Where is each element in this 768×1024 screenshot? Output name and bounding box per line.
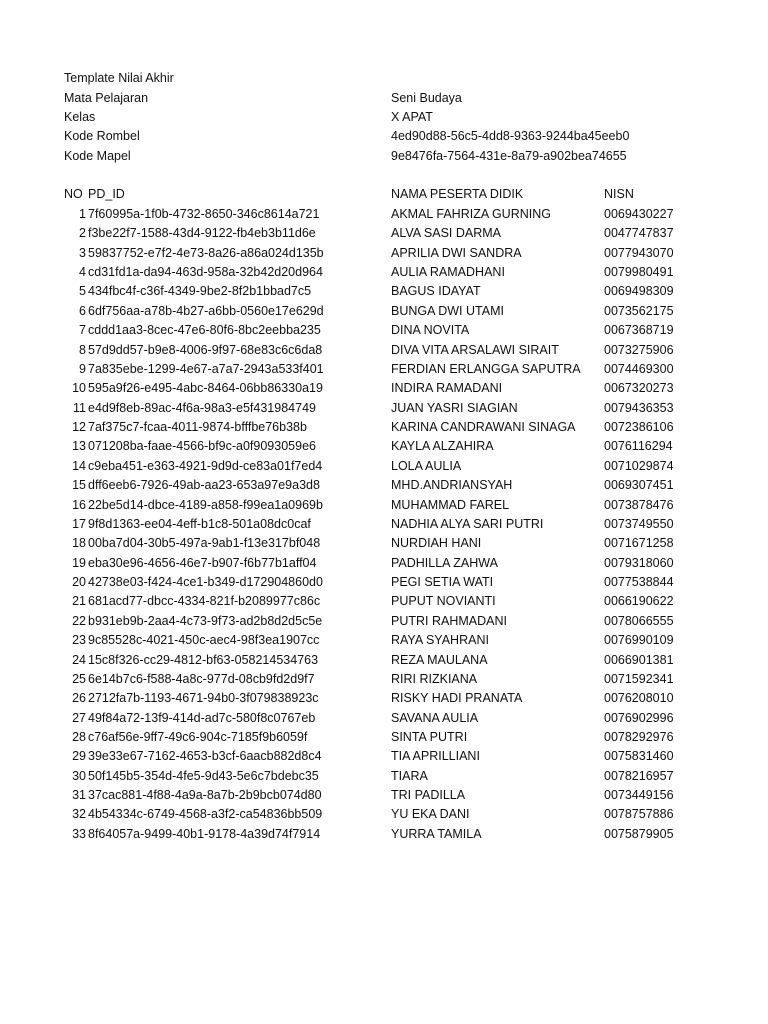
row-pd-id: 681acd77-dbcc-4334-821f-b2089977c86c [88,594,321,609]
table-row [0,592,768,611]
row-nama: JUAN YASRI SIAGIAN [391,400,518,415]
table-row [0,631,768,650]
row-no: 16 [72,497,86,512]
row-pd-id: 071208ba-faae-4566-bf9c-a0f9093059e6 [88,439,316,454]
row-nisn: 0079980491 [604,265,674,280]
row-nisn: 0078216957 [604,768,674,783]
meta-label: Kelas [64,110,96,124]
row-pd-id: 00ba7d04-30b5-497a-9ab1-f13e317bf048 [88,536,321,551]
row-nama: APRILIA DWI SANDRA [391,245,522,260]
row-no: 4 [79,265,86,280]
row-nama: AKMAL FAHRIZA GURNING [391,207,551,221]
column-header-pd-id: PD_ID [88,187,125,201]
table-row [0,728,768,747]
meta-row-mata-pelajaran [0,89,768,108]
meta-row-kode-rombel [0,127,768,146]
row-no: 8 [79,342,86,357]
table-row [0,457,768,476]
table-row [0,379,768,398]
row-nama: KARINA CANDRAWANI SINAGA [391,420,576,435]
row-nisn: 0069430227 [604,207,674,221]
row-pd-id: 57d9dd57-b9e8-4006-9f97-68e83c6c6da8 [88,342,323,357]
document-title: Template Nilai Akhir [64,71,174,85]
row-nisn: 0075831460 [604,749,674,764]
row-nama: RISKY HADI PRANATA [391,691,523,706]
table-row [0,825,768,844]
row-no: 19 [72,555,86,570]
table-row [0,515,768,534]
row-nama: DINA NOVITA [391,323,470,338]
row-pd-id: 49f84a72-13f9-414d-ad7c-580f8c0767eb [88,710,316,725]
row-nisn: 0047747837 [604,226,674,241]
row-nisn: 0075879905 [604,826,674,841]
row-no: 18 [72,536,86,551]
row-pd-id: e4d9f8eb-89ac-4f6a-98a3-e5f431984749 [88,400,316,415]
table-row [0,786,768,805]
row-no: 26 [72,691,86,706]
row-nama: PEGI SETIA WATI [391,575,494,590]
table-row [0,263,768,282]
row-nama: TRI PADILLA [391,788,466,803]
meta-row-kelas [0,108,768,127]
row-nama: TIARA [391,768,428,783]
row-pd-id: 9f8d1363-ee04-4eff-b1c8-501a08dc0caf [88,516,311,531]
row-nisn: 0077943070 [604,245,674,260]
row-no: 24 [72,652,86,667]
row-no: 32 [72,807,86,822]
row-pd-id: 9c85528c-4021-450c-aec4-98f3ea1907cc [88,633,320,648]
table-row [0,244,768,263]
table-row [0,205,768,224]
row-nisn: 0066901381 [604,652,674,667]
row-nama: NURDIAH HANI [391,536,482,551]
row-nisn: 0071029874 [604,458,674,473]
table-row [0,399,768,418]
row-nama: MUHAMMAD FAREL [391,497,510,512]
row-no: 5 [79,284,86,299]
row-nisn: 0071592341 [604,671,674,686]
row-nisn: 0069498309 [604,284,674,299]
row-pd-id: 8f64057a-9499-40b1-9178-4a39d74f7914 [88,826,321,841]
row-nama: RAYA SYAHRANI [391,633,489,648]
row-nama: AULIA RAMADHANI [391,265,505,280]
row-pd-id: f3be22f7-1588-43d4-9122-fb4eb3b11d6e [88,226,316,241]
row-pd-id: c76af56e-9ff7-49c6-904c-7185f9b6059f [88,729,308,744]
row-pd-id: 50f145b5-354d-4fe5-9d43-5e6c7bdebc35 [88,768,319,783]
table-row [0,573,768,592]
row-pd-id: cd31fd1a-da94-463d-958a-32b42d20d964 [88,265,323,280]
row-no: 33 [72,826,86,841]
table-row [0,418,768,437]
table-row [0,360,768,379]
row-nisn: 0071671258 [604,536,674,551]
meta-value: 4ed90d88-56c5-4dd8-9363-9244ba45eeb0 [391,129,630,143]
row-nisn: 0072386106 [604,420,674,435]
row-pd-id: 595a9f26-e495-4abc-8464-06bb86330a19 [88,381,323,396]
row-pd-id: 2712fa7b-1193-4671-94b0-3f079838923c [88,691,319,706]
row-pd-id: 59837752-e7f2-4e73-8a26-a86a024d135b [88,245,324,260]
row-nama: BAGUS IDAYAT [391,284,481,299]
row-no: 25 [72,671,86,686]
table-row [0,709,768,728]
row-no: 6 [79,303,86,318]
row-nisn: 0076208010 [604,691,674,706]
row-nama: PUPUT NOVIANTI [391,594,496,609]
row-no: 13 [72,439,86,454]
row-nisn: 0067368719 [604,323,674,338]
row-nisn: 0073562175 [604,303,674,318]
row-nisn: 0078066555 [604,613,674,628]
row-no: 1 [79,207,86,221]
row-no: 15 [72,478,86,493]
row-no: 11 [73,400,86,415]
row-nama: BUNGA DWI UTAMI [391,303,504,318]
row-no: 31 [72,788,86,803]
meta-label: Mata Pelajaran [64,91,149,105]
row-pd-id: 7a835ebe-1299-4e67-a7a7-2943a533f401 [88,361,324,376]
row-nama: FERDIAN ERLANGGA SAPUTRA [391,361,581,376]
row-nisn: 0073749550 [604,516,674,531]
meta-label: Kode Mapel [64,149,131,163]
table-row [0,747,768,766]
row-nisn: 0066190622 [604,594,674,609]
table-row [0,224,768,243]
row-nisn: 0078292976 [604,729,674,744]
column-header-no: NO [64,187,83,201]
row-no: 30 [72,768,86,783]
row-nisn: 0073275906 [604,342,674,357]
table-row [0,321,768,340]
row-nisn: 0074469300 [604,361,674,376]
row-nama: PADHILLA ZAHWA [391,555,498,570]
row-nisn: 0076116294 [604,439,673,454]
table-row [0,651,768,670]
row-nama: MHD.ANDRIANSYAH [391,478,513,493]
row-pd-id: 6e14b7c6-f588-4a8c-977d-08cb9fd2d9f7 [88,671,315,686]
row-nama: INDIRA RAMADANI [391,381,503,396]
row-nama: YURRA TAMILA [391,826,482,841]
row-no: 22 [72,613,86,628]
row-no: 7 [79,323,86,338]
table-row [0,767,768,786]
table-row [0,437,768,456]
table-row [0,302,768,321]
row-pd-id: cddd1aa3-8cec-47e6-80f6-8bc2eebba235 [88,323,321,338]
row-nisn: 0069307451 [604,478,674,493]
row-nisn: 0076990109 [604,633,674,648]
meta-label: Kode Rombel [64,129,140,143]
title-line [0,69,768,88]
row-no: 23 [72,633,86,648]
row-no: 27 [72,710,86,725]
row-pd-id: 42738e03-f424-4ce1-b349-d172904860d0 [88,575,323,590]
table-row [0,282,768,301]
row-pd-id: 434fbc4f-c36f-4349-9be2-8f2b1bbad7c5 [88,284,312,299]
row-pd-id: 22be5d14-dbce-4189-a858-f99ea1a0969b [88,497,323,512]
row-no: 12 [72,420,86,435]
column-header-nama: NAMA PESERTA DIDIK [391,187,524,201]
row-no: 20 [72,575,86,590]
row-no: 14 [72,458,86,473]
row-nama: YU EKA DANI [391,807,470,822]
row-pd-id: 37cac881-4f88-4a9a-8a7b-2b9bcb074d80 [88,788,322,803]
row-nisn: 0078757886 [604,807,674,822]
row-no: 21 [72,594,86,609]
row-no: 9 [79,361,86,376]
table-row [0,476,768,495]
row-nama: KAYLA ALZAHIRA [391,439,494,454]
row-nisn: 0076902996 [604,710,674,725]
table-row [0,612,768,631]
row-nama: REZA MAULANA [391,652,488,667]
table-row [0,670,768,689]
row-no: 3 [79,245,86,260]
row-pd-id: 15c8f326-cc29-4812-bf63-058214534763 [88,652,319,667]
meta-value: 9e8476fa-7564-431e-8a79-a902bea74655 [391,149,627,163]
row-nisn: 0079436353 [604,400,674,415]
table-row [0,805,768,824]
row-pd-id: dff6eeb6-7926-49ab-aa23-653a97e9a3d8 [88,478,320,493]
row-nisn: 0077538844 [604,575,674,590]
row-nisn: 0073449156 [604,788,674,803]
table-row [0,496,768,515]
column-header-nisn: NISN [604,187,634,201]
row-nama: SAVANA AULIA [391,710,479,725]
row-nisn: 0079318060 [604,555,674,570]
row-no: 17 [72,516,86,531]
table-row [0,534,768,553]
row-nama: DIVA VITA ARSALAWI SIRAIT [391,342,559,357]
row-nama: LOLA AULIA [391,458,462,473]
table-header [0,185,768,204]
row-nama: PUTRI RAHMADANI [391,613,507,628]
row-nisn: 0073878476 [604,497,674,512]
table-row [0,689,768,708]
row-pd-id: 7af375c7-fcaa-4011-9874-bfffbe76b38b [88,420,307,435]
table-row [0,554,768,573]
meta-value: Seni Budaya [391,91,462,105]
row-nisn: 0067320273 [604,381,674,396]
row-no: 2 [79,226,86,241]
row-pd-id: 6df756aa-a78b-4b27-a6bb-0560e17e629d [88,303,324,318]
row-nama: RIRI RIZKIANA [391,671,478,686]
row-pd-id: 39e33e67-7162-4653-b3cf-6aacb882d8c4 [88,749,322,764]
table-row [0,341,768,360]
row-no: 28 [72,729,86,744]
row-pd-id: 7f60995a-1f0b-4732-8650-346c8614a721 [88,207,320,221]
meta-value: X APAT [391,110,433,124]
row-nama: ALVA SASI DARMA [391,226,501,241]
row-pd-id: eba30e96-4656-46e7-b907-f6b77b1aff04 [88,555,317,570]
row-pd-id: c9eba451-e363-4921-9d9d-ce83a01f7ed4 [88,458,323,473]
row-nama: SINTA PUTRI [391,729,468,744]
row-nama: NADHIA ALYA SARI PUTRI [391,516,544,531]
meta-row-kode-mapel [0,147,768,166]
row-nama: TIA APRILLIANI [391,749,480,764]
row-pd-id: 4b54334c-6749-4568-a3f2-ca54836bb509 [88,807,323,822]
row-no: 29 [72,749,86,764]
row-pd-id: b931eb9b-2aa4-4c73-9f73-ad2b8d2d5c5e [88,613,323,628]
row-no: 10 [72,381,86,396]
